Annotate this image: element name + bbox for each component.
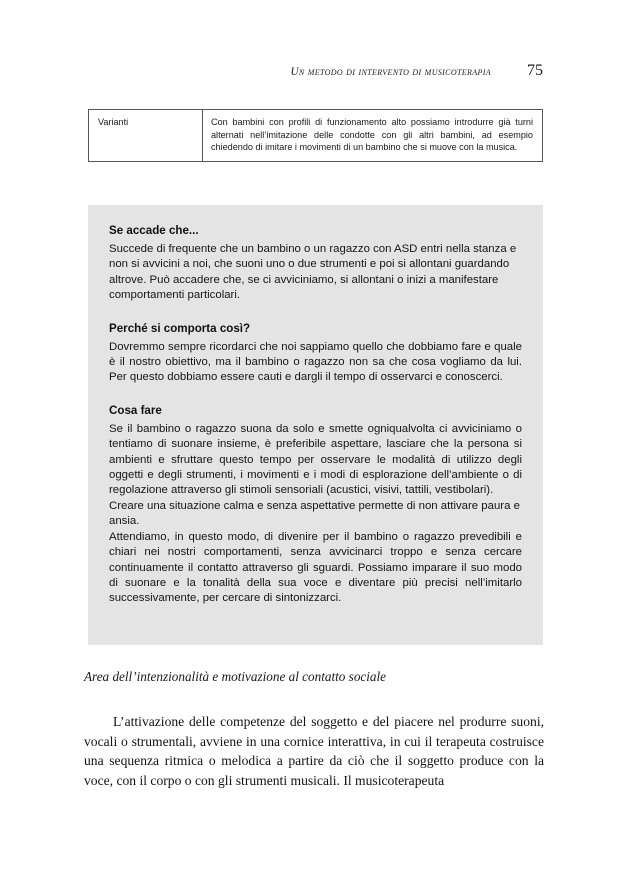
table-row bbox=[89, 110, 543, 162]
callout-paragraph-cosa-fare-2: Creare una situazione calma e senza aspettative permette di non attivare paura e ansia. bbox=[109, 499, 520, 528]
running-header-title: Un metodo di intervento di musicoterapia bbox=[290, 66, 491, 78]
table-cell-label: Varianti bbox=[89, 110, 203, 162]
callout-box bbox=[88, 205, 543, 645]
callout-paragraph-perche-si-comporta-cosi: Dovremmo sempre ricordarci che noi sappiamo quello che dobbiamo fare e quale è il nostro obiettivo, ma il bambino o ragazzo non sa che cosa vogliamo da lui. Per questo dobbiamo essere cauti e dargli il tempo di osservarci e conoscerci. bbox=[109, 340, 522, 384]
page-number: 75 bbox=[527, 62, 543, 79]
callout-heading-se-accade-che: Se accade che... bbox=[109, 224, 199, 237]
callout-heading-perche-si-comporta-cosi: Perché si comporta così? bbox=[109, 321, 251, 335]
variants-table bbox=[88, 109, 543, 162]
table-cell-body: Con bambini con profili di funzionamento alto possiamo introdurre già turni alternati nell’imitazione delle condotte con gli altri bambini, ad esempio chiedendo di imitare i movimenti di un bambino che si muove con la musica. bbox=[203, 110, 543, 162]
callout-paragraph-cosa-fare-3: Attendiamo, in questo modo, di divenire per il bambino o ragazzo prevedibili e chiari nei nostri comportamenti, senza avvicinarci troppo e senza cercare continuamente il contatto attraverso gli sguardi. Possiamo imparare il suo modo di suonare e la tonalità della sua voce e diventare più precisi nell’imitarlo successivamente, per cercare di sintonizzarci. bbox=[109, 530, 522, 605]
callout-heading-cosa-fare: Cosa fare bbox=[109, 403, 162, 417]
callout-paragraph-se-accade-che: Succede di frequente che un bambino o un ragazzo con ASD entri nella stanza e non si avvicini a noi, che suoni uno o due strumenti e poi si allontani guardando altrove. Può accadere che, se ci avviciniamo, si allontani o inizi a manifestare comportamenti particolari. bbox=[109, 243, 517, 302]
running-header bbox=[85, 62, 543, 80]
callout-paragraph-cosa-fare-1: Se il bambino o ragazzo suona da solo e smette ogniqualvolta ci avviciniamo o tentiamo di suonare insieme, è preferibile aspettare, lasciare che la persona si ambienti e sfruttare questo tempo per osservare le modalità di utilizzo degli oggetti e degli strumenti, i movimenti e i modi di esplorazione dell’ambiente o di regolazione attraverso gli stimoli sensoriali (acustici, visivi, tattili, vestibolari). bbox=[109, 422, 522, 497]
body-paragraph: L’attivazione delle competenze del soggetto e del piacere nel produrre suoni, vocali o strumentali, avviene in una cornice interattiva, in cui il terapeuta costruisce una sequenza ritmica o melodica a partire da ciò che il soggetto produce con la voce, con il corpo o con gli strumenti musicali. Il musicoterapeuta bbox=[84, 714, 544, 788]
section-subheading: Area dell’intenzionalità e motivazione al contatto sociale bbox=[84, 669, 387, 684]
